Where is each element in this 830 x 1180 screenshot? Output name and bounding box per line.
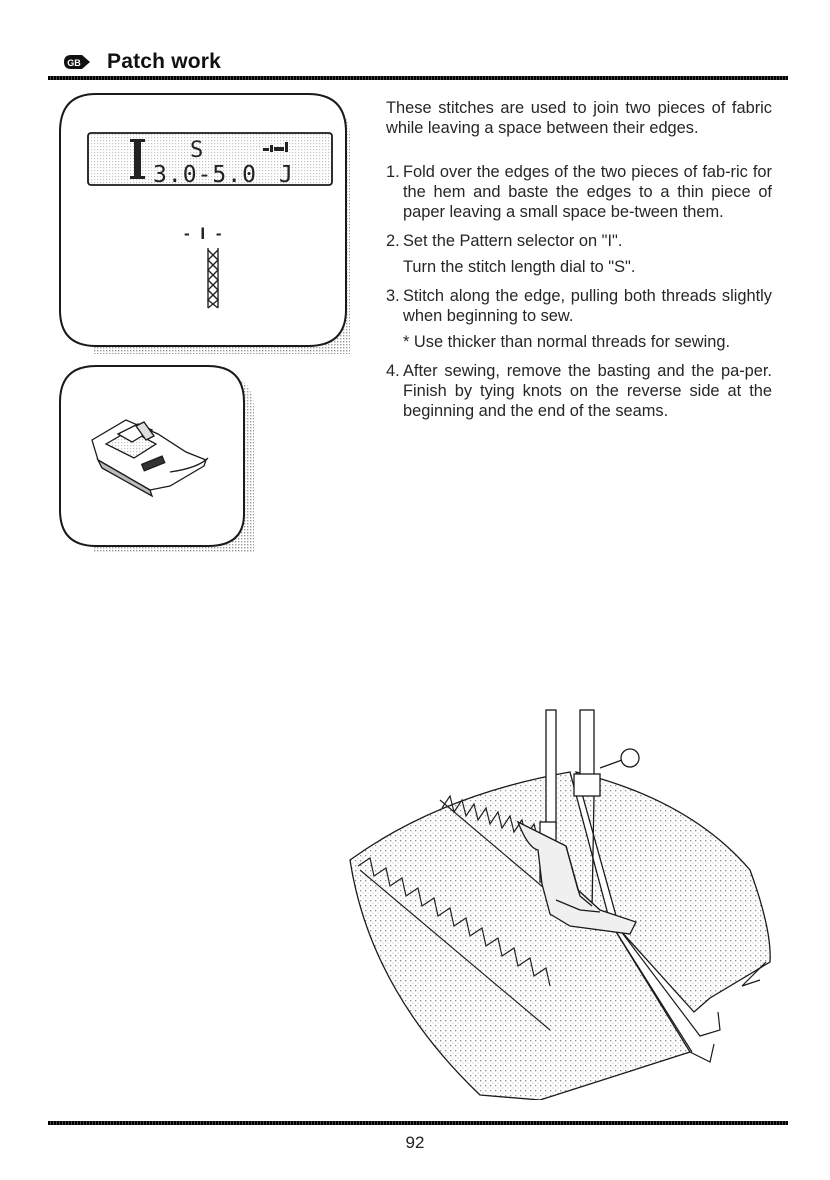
step-3 xyxy=(386,286,772,352)
presser-foot-panel xyxy=(58,364,258,554)
page-header xyxy=(48,50,788,76)
step-number: 1. xyxy=(386,163,400,181)
step-number: 4. xyxy=(386,362,400,380)
step-number: 2. xyxy=(386,232,400,250)
step-subtext: Turn the stitch length dial to "S". xyxy=(403,258,636,276)
lcd-stitch-length: S xyxy=(190,138,206,163)
patchwork-sewing-illustration xyxy=(330,700,790,1100)
step-note: * Use thicker than normal threads for sewing. xyxy=(403,333,731,351)
page-title: Patch work xyxy=(107,50,222,73)
instructions xyxy=(386,98,772,430)
step-4 xyxy=(386,361,772,421)
pattern-selector-label: - I - xyxy=(184,224,225,243)
step-2 xyxy=(386,231,772,277)
step-number: 3. xyxy=(386,287,400,305)
lcd-width-value: 3.0-5.0 xyxy=(153,162,257,188)
intro-text: These stitches are used to join two pieces of fabric while leaving a space between their edges. xyxy=(386,99,772,137)
lcd-foot-code: J xyxy=(278,162,294,188)
page-number: 92 xyxy=(405,1133,425,1152)
gb-language-icon xyxy=(62,53,92,71)
header-divider xyxy=(48,76,788,80)
gb-badge-text: GB xyxy=(67,58,81,68)
step-1 xyxy=(386,162,772,222)
step-text: Stitch along the edge, pulling both threads slightly when beginning to sew. xyxy=(403,287,772,325)
footer-divider xyxy=(48,1121,788,1125)
step-text: Fold over the edges of the two pieces of fab-ric for the hem and baste the edges to a thin piece of paper leaving a small space be-tween them. xyxy=(403,163,772,221)
step-text: After sewing, remove the basting and the pa-per. Finish by tying knots on the reverse side at the beginning and the end of the seams. xyxy=(403,362,772,420)
lcd-width-range xyxy=(153,162,294,188)
step-text: Set the Pattern selector on "I". xyxy=(403,232,623,250)
